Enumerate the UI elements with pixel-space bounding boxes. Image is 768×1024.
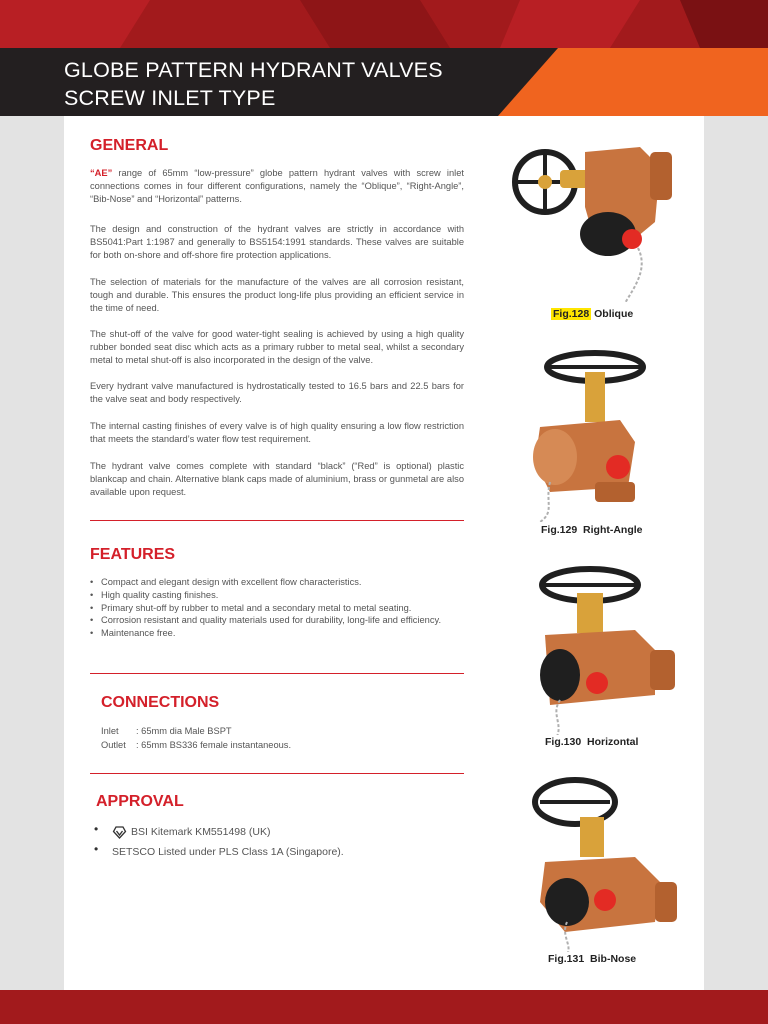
valve-image-bib-nose [505,772,695,952]
general-intro-paragraph [90,167,464,205]
general-paragraph: The internal casting finishes of every valve is of high quality ensuring a low flow restriction that meets the standard’s water flow test requirement. [90,421,464,444]
section-divider [90,773,464,774]
feature-item: • Primary shut-off by rubber to metal and a secondary metal to metal seating. [90,602,464,615]
approval-text: SETSCO Listed under PLS Class 1A (Singapore). [112,846,344,858]
outlet-row [101,738,291,752]
figure-name: Bib-Nose [590,953,637,965]
valve-image-right-angle [510,342,700,522]
feature-item: • Compact and elegant design with excellent flow characteristics. [90,576,464,589]
general-paragraph: The design and construction of the hydrant valves are strictly in accordance with BS5041:Part 1:1987 and generally to BS5154:1991 standards. These valves are suitable for both on-shore and off-shore fire protection applications. [90,224,464,260]
figure-number: Fig.128 [553,308,590,320]
page-title-line-2: SCREW INLET TYPE [64,86,276,110]
brand-name: “AE” [90,168,113,178]
inlet-label: Inlet [101,726,119,736]
approval-item [94,822,344,842]
section-divider [90,673,464,674]
figure-name: Right-Angle [583,524,643,536]
approval-text: BSI Kitemark KM551498 (UK) [131,826,271,838]
figure-number: Fig.129 [541,524,578,536]
general-paragraph: Every hydrant valve manufactured is hydrostatically tested to 16.5 bars and 22.5 bars for the valve seat and body respectively. [90,381,464,404]
outlet-label: Outlet [101,740,126,750]
bullet: • [94,822,99,836]
bottom-color-band [0,990,768,1024]
figure-number: Fig.130 [545,736,582,748]
intro-text: range of 65mm “low-pressure” globe pattern hydrant valves with screw inlet connections comes in four different configurations, namely the “Oblique”, “Right-Angle”, “Bib-Nose” and “Horizontal” patterns. [90,168,464,204]
outlet-value: : 65mm BS336 female instantaneous. [136,740,292,750]
figure-caption-right-angle [541,524,643,536]
features-heading: FEATURES [90,546,176,563]
figure-caption-horizontal [545,736,638,748]
valve-image-oblique [500,122,690,302]
approval-list [94,822,344,862]
feature-item: • Corrosion resistant and quality materials used for durability, long-life and efficiency. [90,614,464,627]
approval-item [94,842,344,862]
page-title [64,56,443,112]
feature-item: • Maintenance free. [90,627,464,640]
page-title-line-1: GLOBE PATTERN HYDRANT VALVES [64,58,443,82]
section-divider [90,520,464,521]
figure-name: Oblique [594,308,634,320]
general-paragraph: The hydrant valve comes complete with standard “black” (“Red” is optional) plastic blankcap and chain. Alternative blank caps made of aluminium, brass or gunmetal are also available upon request. [90,461,464,497]
features-list [90,576,464,640]
connections-heading: CONNECTIONS [101,694,220,711]
connections-table [101,724,291,752]
top-band-decoration [0,0,768,48]
general-heading: GENERAL [90,137,169,154]
kitemark-icon [112,826,127,839]
general-paragraph: The selection of materials for the manufacture of the valves are all corrosion resistant, tough and durable. This ensures the product long-life plus providing an efficient service in the time of need. [90,277,464,313]
figure-number: Fig.131 [548,953,585,965]
valve-image-horizontal [505,555,695,735]
inlet-row [101,724,291,738]
feature-item: • High quality casting finishes. [90,589,464,602]
figure-caption-oblique [551,308,633,320]
bullet: • [94,842,99,856]
inlet-value: : 65mm dia Male BSPT [136,726,232,736]
general-paragraph: The shut-off of the valve for good water-tight sealing is achieved by using a high quality rubber bonded seat disc which acts as a primary rubber to metal seal, whilst a secondary metal to metal shut-off is also incorporated in the design of the valve. [90,329,464,365]
figure-name: Horizontal [587,736,639,748]
top-color-band [0,0,768,48]
approval-heading: APPROVAL [96,793,184,810]
figure-caption-bib-nose [548,953,636,965]
